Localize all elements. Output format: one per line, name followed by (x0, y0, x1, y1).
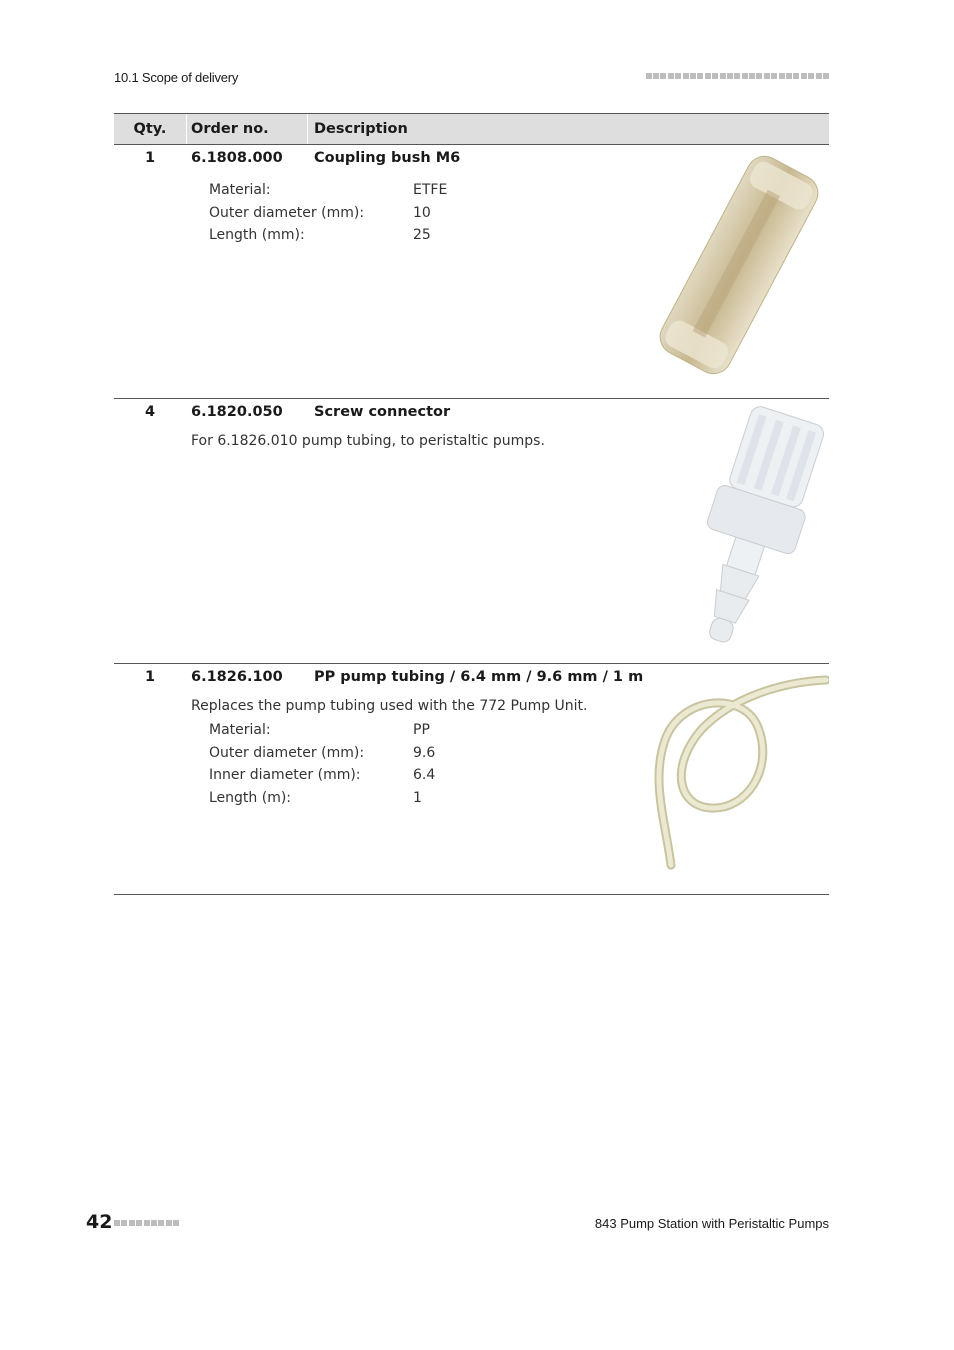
property-row: Length (m): 1 (209, 789, 422, 806)
row-order-no: 6.1808.000 (191, 150, 283, 166)
row-qty: 1 (144, 150, 156, 166)
pump-tubing-image (651, 670, 829, 870)
row-name: PP pump tubing / 6.4 mm / 9.6 mm / 1 m (314, 669, 644, 685)
property-list (209, 722, 509, 812)
row-name: Screw connector (314, 404, 451, 420)
row-order-no: 6.1820.050 (191, 404, 283, 420)
header-order-no: Order no. (187, 114, 308, 144)
property-row: Outer diameter (mm): 10 (209, 204, 431, 221)
screw-connector-image (654, 405, 829, 645)
property-row: Outer diameter (mm): 9.6 (209, 744, 436, 761)
row-qty: 4 (144, 404, 156, 420)
row-order-no: 6.1826.100 (191, 669, 283, 685)
header-dots (646, 73, 829, 79)
scope-table (114, 113, 829, 895)
section-title: 10.1 Scope of delivery (114, 70, 239, 85)
property-row: Material: PP (209, 722, 430, 738)
row-note: For 6.1826.010 pump tubing, to peristaltic pumps. (191, 433, 545, 449)
page-number: 42 (86, 1211, 113, 1233)
header-description: Description (314, 121, 408, 137)
running-head (114, 70, 829, 90)
property-row: Material: ETFE (209, 182, 448, 198)
row-note: Replaces the pump tubing used with the 772 Pump Unit. (191, 698, 588, 714)
header-qty: Qty. (114, 114, 187, 144)
property-row: Inner diameter (mm): 6.4 (209, 767, 436, 783)
property-row: Length (mm): 25 (209, 227, 431, 243)
row-qty: 1 (144, 669, 156, 685)
footer-dots (114, 1220, 179, 1226)
table-row (114, 399, 829, 664)
property-list (209, 182, 509, 250)
table-row (114, 664, 829, 895)
row-name: Coupling bush M6 (314, 150, 461, 166)
table-row (114, 145, 829, 399)
table-header (114, 113, 829, 145)
document-title: 843 Pump Station with Peristaltic Pumps (594, 1216, 829, 1231)
coupling-bush-image (649, 155, 829, 375)
